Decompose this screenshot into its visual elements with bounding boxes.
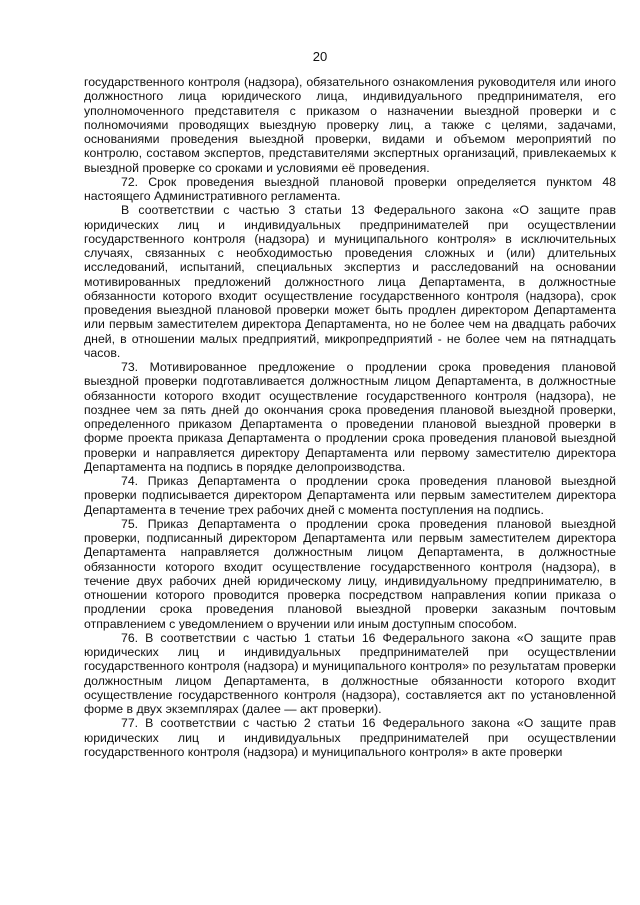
- paragraph-72: 72. Срок проведения выездной плановой проверки определяется пунктом 48 настоящего Административного регламента.: [84, 174, 616, 203]
- paragraph-75: 75. Приказ Департамента о продлении срока проведения плановой выездной проверки, подписанный директором Департамента или первым заместителем директора Департамента направляется должностным лицом Департамента, в должностные обязанности которого входит осуществление государственного контроля (надзора), в течение двух рабочих дней юридическому лицу, индивидуальному предпринимателю, в отношении которого проводится проверка посредством направления копии приказа о продлении срока проведения плановой выездной проверки заказным почтовым отправлением с уведомлением о вручении или иным доступным способом.: [84, 516, 616, 631]
- paragraph-76: 76. В соответствии с частью 1 статьи 16 Федерального закона «О защите прав юридических лиц и индивидуальных предпринимателей при осуществлении государственного контроля (надзора) и муниципального контроля» по результатам проверки должностным лицом Департамента, в должностные обязанности которого входит осуществление государственного контроля (надзора), составляется акт по установленной форме в двух экземплярах (далее — акт проверки).: [84, 630, 616, 716]
- page-number: 20: [312, 49, 328, 64]
- paragraph-77: 77. В соответствии с частью 2 статьи 16 Федерального закона «О защите прав юридических лиц и индивидуальных предпринимателей при осуществлении государственного контроля (надзора) и муниципального контроля» в акте проверки: [84, 716, 616, 759]
- paragraph-73: 73. Мотивированное предложение о продлении срока проведения плановой выездной проверки подготавливается должностным лицом Департамента, в должностные обязанности которого входит осуществление государственного контроля (надзора), не позднее чем за пять дней до окончания срока проведения плановой выездной проверки, определенного приказом Департамента о проведении плановой выездной проверки в форме проекта приказа Департамента о продлении срока проведения плановой выездной проверки и направляется директору Департамента или первому заместителю директора Департамента на подпись в порядке делопроизводства.: [84, 360, 616, 474]
- paragraph-continuation: государственного контроля (надзора), обязательного ознакомления руководителя или иного должностного лица юридического лица, индивидуального предпринимателя, его уполномоченного представителя с приказом о назначении выездной проверки и с полномочиями проводящих выездную проверку лиц, а также с целями, задачами, основаниями проведения выездной проверки, видами и объемом мероприятий по контролю, составом экспертов, представителями экспертных организаций, привлекаемых к выездной проверке со сроками и условиями её проведения.: [84, 75, 616, 175]
- document-body: [84, 75, 616, 759]
- paragraph-74: 74. Приказ Департамента о продлении срока проведения плановой выездной проверки подписывается директором Департамента или первым заместителем директора Департамента в течение трех рабочих дней с момента поступления на подпись.: [84, 474, 616, 517]
- paragraph-72-extension: В соответствии с частью 3 статьи 13 Федерального закона «О защите прав юридических лиц и индивидуальных предпринимателей при осуществлении государственного контроля (надзора) и муниципального контроля» в исключительных случаях, связанных с необходимостью проведения сложных и (или) длительных исследований, испытаний, специальных экспертиз и расследований на основании мотивированных предложений должностного лица Департамента, в должностные обязанности которого входит осуществление государственного контроля (надзора), срок проведения выездной плановой проверки может быть продлен директором Департамента или первым заместителем директора Департамента, но не более чем на двадцать рабочих дней, в отношении малых предприятий, микропредприятий - не более чем на пятнадцать часов.: [84, 203, 616, 360]
